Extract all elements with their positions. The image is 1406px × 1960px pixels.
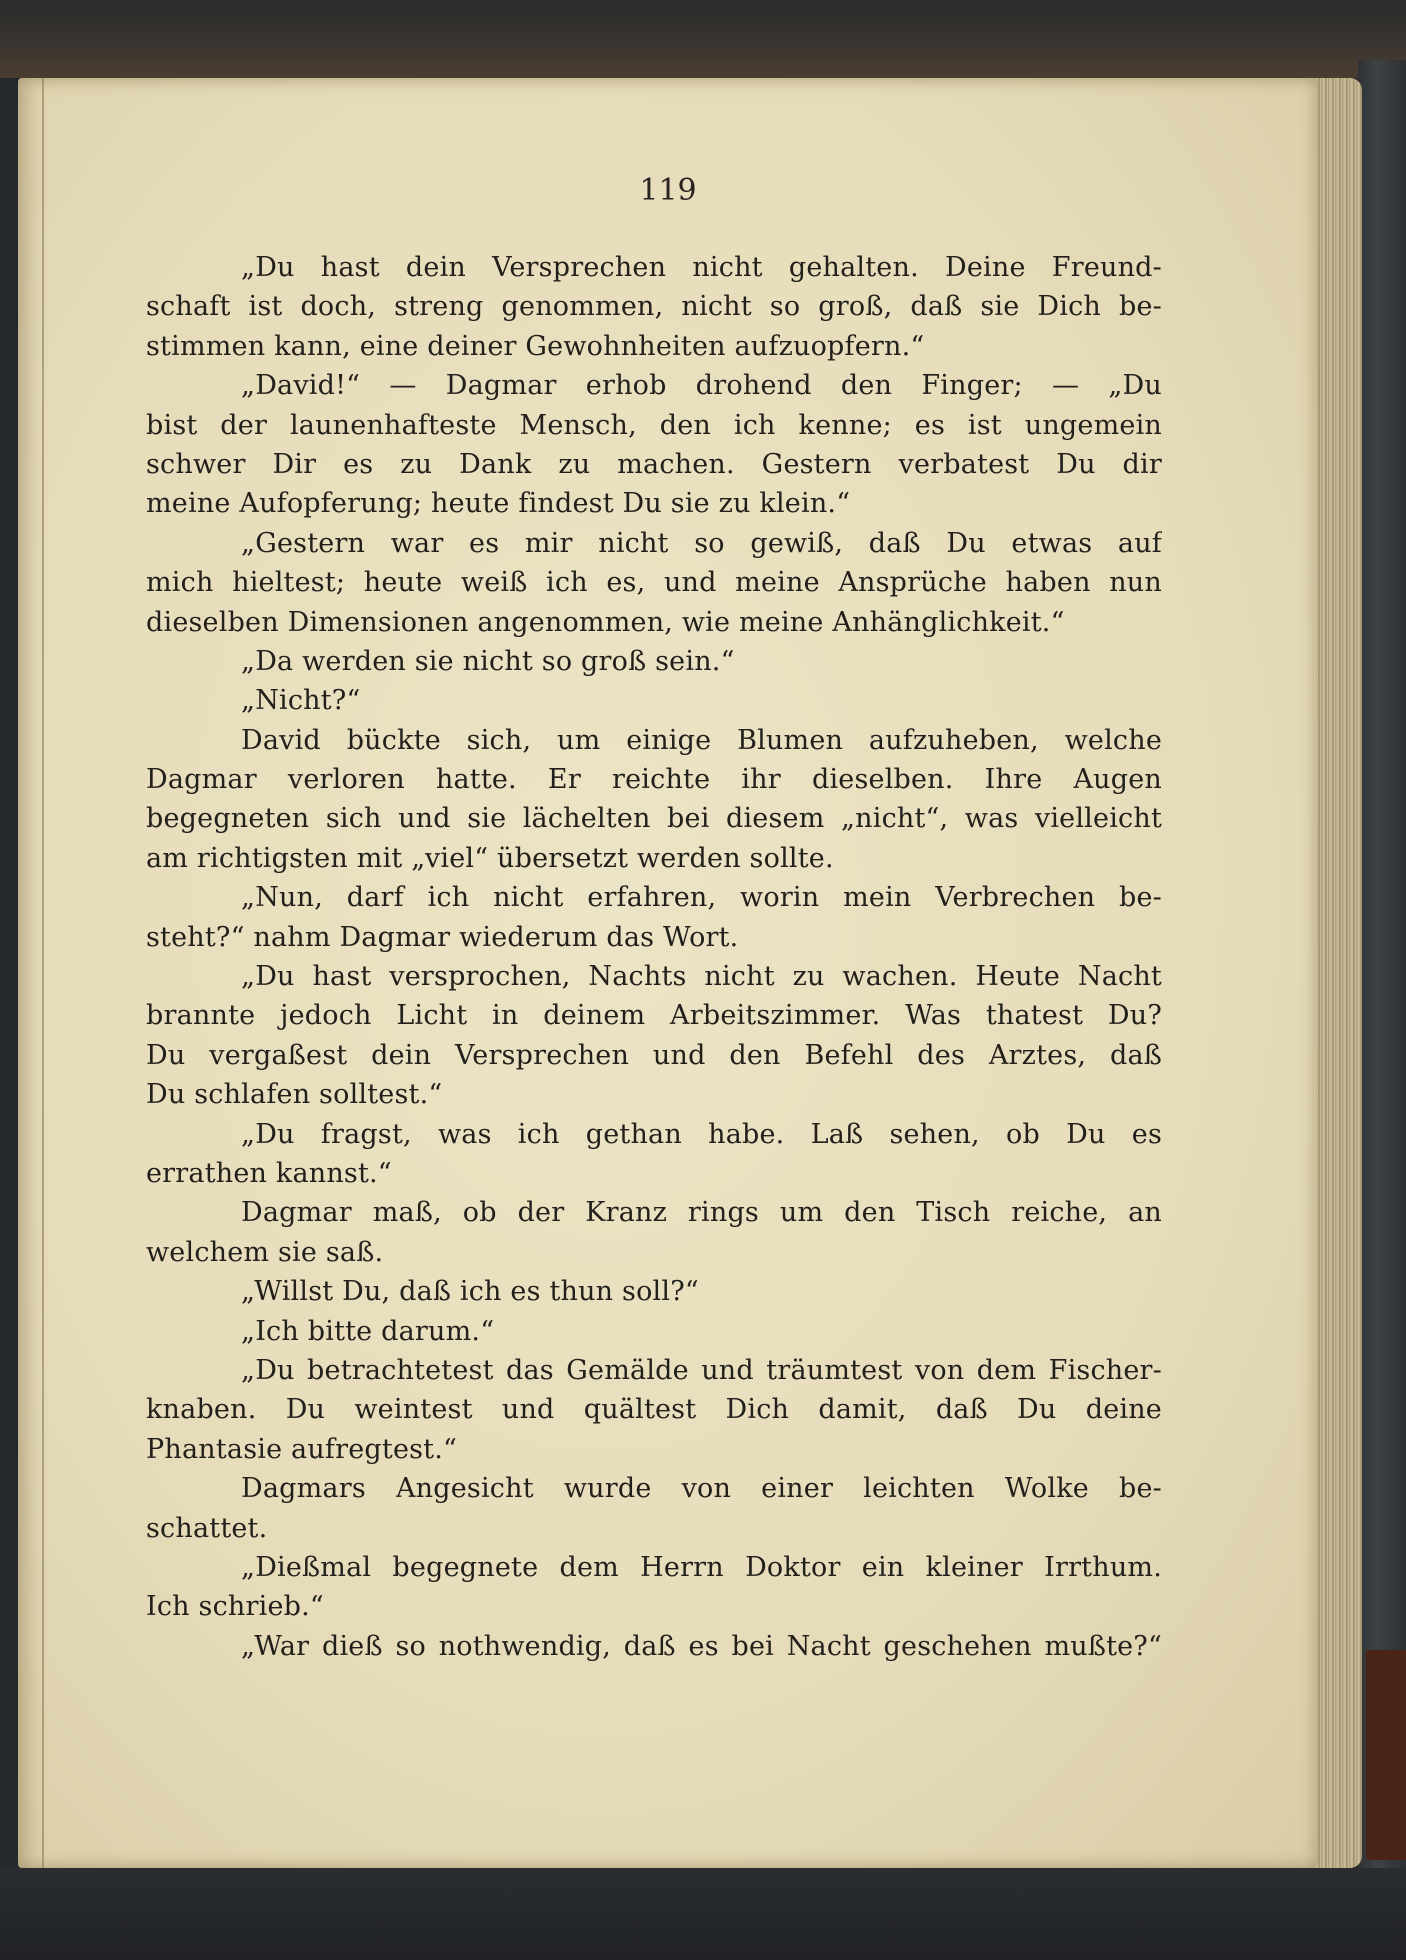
- text-line: am richtigsten mit „viel“ übersetzt werden sollte.: [146, 842, 834, 874]
- text-line: welchem sie saß.: [146, 1236, 384, 1268]
- text-line: bist der launenhafteste Mensch, den ich kenne; es ist ungemein: [146, 409, 1162, 441]
- text-line: „Ich bitte darum.“: [241, 1315, 495, 1347]
- page-number: 119: [639, 173, 697, 208]
- text-line: Ich schrieb.“: [146, 1591, 324, 1623]
- text-line: schattet.: [146, 1512, 268, 1544]
- text-line: David bückte sich, um einige Blumen aufzuheben, welche: [241, 724, 1162, 756]
- text-line: „Du hast dein Versprechen nicht gehalten. Deine Freund-: [241, 252, 1162, 283]
- text-line: schwer Dir es zu Dank zu machen. Gestern verbatest Du dir: [146, 448, 1162, 480]
- text-line: „War dieß so nothwendig, daß es bei Nacht geschehen mußte?“: [241, 1630, 1162, 1662]
- text-line: Dagmar maß, ob der Kranz rings um den Tisch reiche, an: [241, 1197, 1162, 1229]
- text-line: Du vergaßest dein Versprechen und den Befehl des Arztes, daß: [146, 1039, 1162, 1071]
- book-cover-bottom: [0, 1868, 1406, 1960]
- text-line: „Da werden sie nicht so groß sein.“: [241, 645, 735, 677]
- cover-wear-mark: [1366, 1650, 1406, 1860]
- text-line: Phantasie aufregtest.“: [146, 1433, 458, 1465]
- text-line: „Willst Du, daß ich es thun soll?“: [241, 1276, 699, 1308]
- text-line: Du schlafen solltest.“: [146, 1079, 443, 1111]
- page-text: [146, 248, 1162, 1666]
- page-gutter: [42, 78, 44, 1868]
- text-line: stimmen kann, eine deiner Gewohnheiten aufzuopfern.“: [146, 330, 925, 362]
- text-line: schaft ist doch, streng genommen, nicht so groß, daß sie Dich be-: [146, 291, 1162, 323]
- text-line: „Nun, darf ich nicht erfahren, worin mein Verbrechen be-: [241, 882, 1162, 914]
- text-line: brannte jedoch Licht in deinem Arbeitszimmer. Was thatest Du?: [146, 1000, 1162, 1032]
- text-line: „Du betrachtetest das Gemälde und träumtest von dem Fischer-: [241, 1354, 1162, 1386]
- text-line: meine Aufopferung; heute findest Du sie zu klein.“: [146, 488, 851, 520]
- text-line: „David!“ — Dagmar erhob drohend den Finger; — „Du: [241, 370, 1162, 402]
- text-line: dieselben Dimensionen angenommen, wie meine Anhänglichkeit.“: [146, 606, 1065, 638]
- text-line: mich hieltest; heute weiß ich es, und meine Ansprüche haben nun: [146, 567, 1162, 599]
- text-line: „Nicht?“: [241, 685, 361, 717]
- book-cover-top: [0, 0, 1406, 78]
- text-line: „Gestern war es mir nicht so gewiß, daß Du etwas auf: [241, 527, 1162, 559]
- text-line: begegneten sich und sie lächelten bei diesem „nicht“, was vielleicht: [146, 803, 1162, 835]
- text-line: Dagmar verloren hatte. Er reichte ihr dieselben. Ihre Augen: [146, 764, 1162, 796]
- text-line: „Du hast versprochen, Nachts nicht zu wachen. Heute Nacht: [241, 961, 1162, 993]
- text-line: steht?“ nahm Dagmar wiederum das Wort.: [146, 921, 739, 953]
- text-line: Dagmars Angesicht wurde von einer leichten Wolke be-: [241, 1473, 1162, 1505]
- text-line: knaben. Du weintest und quältest Dich damit, daß Du deine: [146, 1394, 1162, 1426]
- text-line: „Du fragst, was ich gethan habe. Laß sehen, ob Du es: [241, 1118, 1162, 1150]
- book-page: [18, 78, 1318, 1868]
- text-line: „Dießmal begegnete dem Herrn Doktor ein kleiner Irrthum.: [241, 1551, 1162, 1583]
- text-line: errathen kannst.“: [146, 1157, 392, 1189]
